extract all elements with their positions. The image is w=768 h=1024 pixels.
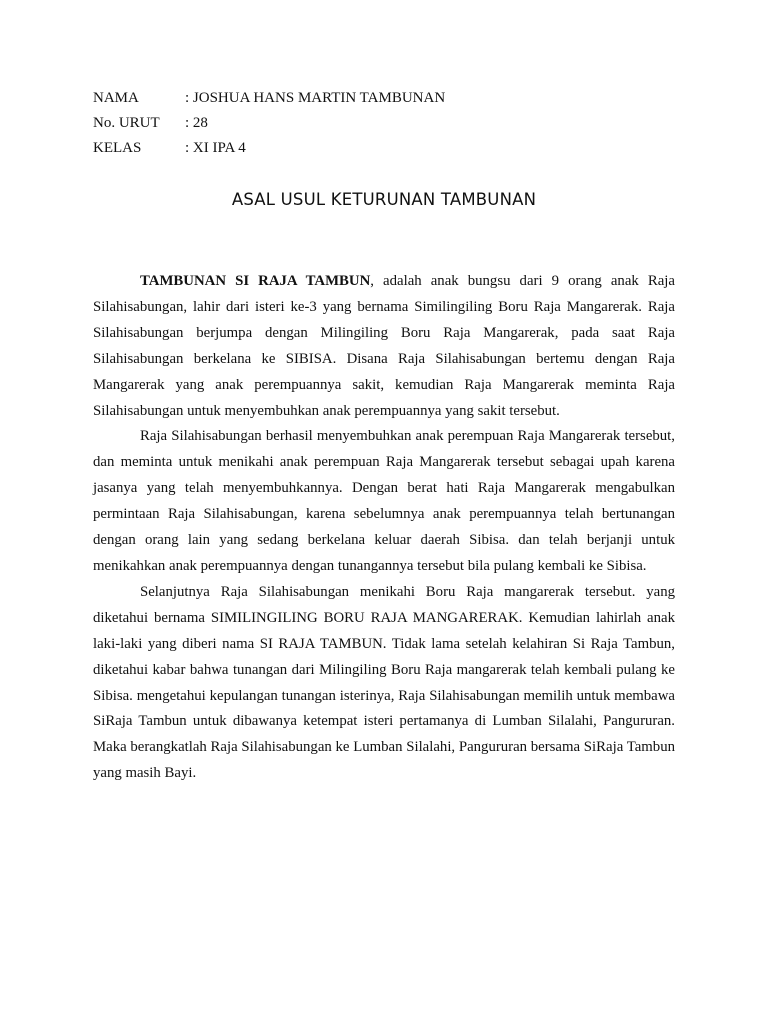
student-identity — [93, 86, 593, 161]
identity-label: KELAS — [93, 140, 142, 156]
identity-row-no-urut — [93, 111, 593, 136]
identity-value: : JOSHUA HANS MARTIN TAMBUNAN — [185, 90, 446, 106]
identity-row-nama — [93, 86, 593, 111]
document-title: ASAL USUL KETURUNAN TAMBUNAN — [231, 190, 537, 209]
document-body — [93, 269, 675, 787]
paragraph — [93, 424, 675, 579]
identity-label: No. URUT — [93, 115, 160, 131]
identity-value: : XI IPA 4 — [185, 140, 246, 156]
paragraph-text: Raja Silahisabungan berhasil menyembuhkan anak perempuan Raja Mangarerak tersebut, dan meminta untuk menikahi anak perempuan Raja Mangarerak tersebut sebagai upah karena jasanya yang telah menyembuhkannya. Dengan berat hati Raja Mangarerak mengabulkan permintaan Raja Silahisabungan, karena sebelumnya anak perempuannya telah bertunangan dengan orang lain yang sedang berkelana keluar daerah Sibisa. dan telah berjanji untuk menikahkan anak perempuannya dengan tunangannya tersebut bila pulang kembali ke Sibisa. — [93, 428, 675, 574]
paragraph-text: Selanjutnya Raja Silahisabungan menikahi Boru Raja mangarerak tersebut. yang diketahui bernama SIMILINGILING BORU RAJA MANGARERAK. Kemudian lahirlah anak laki-laki yang diberi nama SI RAJA TAMBUN. Tidak lama setelah kelahiran Si Raja Tambun, diketahui kabar bahwa tunangan dari Milingiling Boru Raja mangarerak telah kembali pulang ke Sibisa. mengetahui kepulangan tunangan isterinya, Raja Silahisabungan memilih untuk membawa SiRaja Tambun untuk dibawanya ketempat isteri pertamanya di Lumban Silalahi, Pangururan. Maka berangkatlah Raja Silahisabungan ke Lumban Silalahi, Pangururan bersama SiRaja Tambun yang masih Bayi. — [93, 583, 675, 782]
paragraph-lead-bold: TAMBUNAN SI RAJA TAMBUN — [140, 273, 371, 289]
paragraph — [93, 269, 675, 424]
identity-row-kelas — [93, 136, 593, 161]
identity-label: NAMA — [93, 90, 139, 106]
paragraph — [93, 580, 675, 787]
paragraph-text: , adalah anak bungsu dari 9 orang anak Raja Silahisabungan, lahir dari isteri ke-3 yang bernama Similingiling Boru Raja Mangarerak. Raja Silahisabungan berjumpa dengan Milingiling Boru Raja Mangarerak, pada saat Raja Silahisabungan berkelana ke SIBISA. Disana Raja Silahisabungan bertemu dengan Raja Mangarerak yang anak perempuannya sakit, kemudian Raja Mangarerak meminta Raja Silahisabungan untuk menyembuhkan anak perempuannya yang sakit tersebut. — [93, 273, 675, 419]
identity-value: : 28 — [185, 115, 208, 131]
